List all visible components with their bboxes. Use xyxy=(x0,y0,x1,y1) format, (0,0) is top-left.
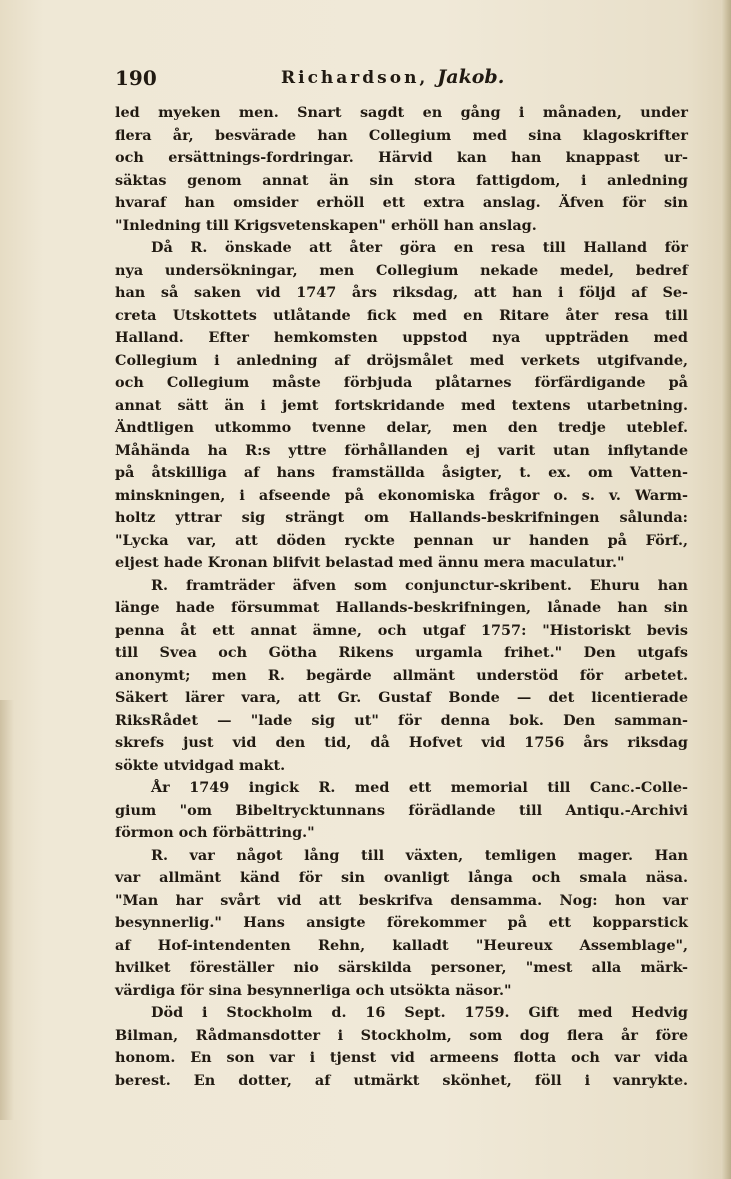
text-line: År 1749 ingick R. med ett memorial till Canc.-Colle- xyxy=(151,779,688,796)
text-line: "Man har svårt vid att beskrifva densamma. Nog: hon var xyxy=(115,891,688,909)
text-line: han så saken vid 1747 års riksdag, att han i följd af Se- xyxy=(115,284,688,301)
text-line: creta Utskottets utlåtande fick med en Ritare åter resa till xyxy=(115,306,688,324)
text-line: minskningen, i afseende på ekonomiska frågor o. s. v. Warm- xyxy=(115,486,688,504)
text-line: af Hof-intendenten Rehn, kalladt "Heureux Assemblage", xyxy=(115,936,688,954)
page-edge xyxy=(721,0,731,1179)
running-head-forename: Jakob. xyxy=(437,66,505,88)
text-line: anonymt; men R. begärde allmänt understöd för arbetet. xyxy=(115,666,688,684)
text-line: gium "om Bibeltrycktunnans förädlande till Antiqu.-Archivi xyxy=(115,801,688,819)
text-line: Bilman, Rådmansdotter i Stockholm, som dog flera år före xyxy=(115,1026,688,1044)
page-header xyxy=(115,66,685,94)
text-line: värdiga för sina besynnerliga och utsökta näsor." xyxy=(115,981,512,999)
text-line: till Svea och Götha Rikens urgamla frihet." Den utgafs xyxy=(115,644,688,661)
text-line: led myeken men. Snart sagdt en gång i månaden, under xyxy=(115,104,688,121)
text-line: RiksRådet — "lade sig ut" för denna bok. Den samman- xyxy=(115,711,688,729)
text-line: säktas genom annat än sin stora fattigdom, i anledning xyxy=(115,171,688,189)
text-line: holtz yttrar sig strängt om Hallands-beskrifningen sålunda: xyxy=(115,509,688,526)
text-line: "Inledning till Krigsvetenskapen" erhöll han anslag. xyxy=(115,216,537,234)
text-line: Halland. Efter hemkomsten uppstod nya uppträden med xyxy=(115,329,688,346)
page-number: 190 xyxy=(115,66,157,90)
text-line: länge hade försummat Hallands-beskrifningen, lånade han sin xyxy=(115,599,688,616)
text-line: annat sätt än i jemt fortskridande med textens utarbetning. xyxy=(115,396,688,414)
text-line: förmon och förbättring." xyxy=(115,824,315,841)
text-line: var allmänt känd för sin ovanligt långa och smala näsa. xyxy=(115,869,688,886)
text-line: och Collegium måste förbjuda plåtarnes förfärdigande på xyxy=(115,374,688,391)
text-line: besynnerlig." Hans ansigte förekommer på ett kopparstick xyxy=(115,914,688,931)
text-line: hvaraf han omsider erhöll ett extra anslag. Äfven för sin xyxy=(115,194,688,211)
page-gutter-shadow xyxy=(0,700,14,1120)
text-line: "Lycka var, att döden ryckte pennan ur handen på Förf., xyxy=(115,531,688,549)
text-line: Collegium i anledning af dröjsmålet med verkets utgifvande, xyxy=(115,351,688,369)
text-line: nya undersökningar, men Collegium nekade medel, bedref xyxy=(115,261,688,279)
body-text xyxy=(115,102,688,1092)
text-line: och ersättnings-fordringar. Härvid kan han knappast ur- xyxy=(115,149,688,166)
text-line: på åtskilliga af hans framställda åsigter, t. ex. om Vatten- xyxy=(115,464,688,481)
text-line: eljest hade Kronan blifvit belastad med ännu mera maculatur." xyxy=(115,554,625,571)
text-line: hvilket föreställer nio särskilda personer, "mest alla märk- xyxy=(115,959,688,976)
text-line: R. var något lång till växten, temligen mager. Han xyxy=(151,846,688,864)
text-line: Säkert lärer vara, att Gr. Gustaf Bonde — det licentierade xyxy=(115,689,688,706)
text-line: Ändtligen utkommo tvenne delar, men den tredje uteblef. xyxy=(115,419,688,436)
text-line: Då R. önskade att åter göra en resa till Halland för xyxy=(151,239,688,256)
text-line: penna åt ett annat ämne, och utgaf 1757: "Historiskt bevis xyxy=(115,621,688,639)
text-line: honom. En son var i tjenst vid armeens flotta och var vida xyxy=(115,1049,688,1066)
text-line: R. framträder äfven som conjunctur-skribent. Ehuru han xyxy=(151,576,688,594)
text-line: sökte utvidgad makt. xyxy=(115,756,286,774)
text-line: berest. En dotter, af utmärkt skönhet, föll i vanrykte. xyxy=(115,1071,688,1089)
text-line: Död i Stockholm d. 16 Sept. 1759. Gift med Hedvig xyxy=(151,1004,688,1021)
text-line: flera år, besvärade han Collegium med sina klagoskrifter xyxy=(115,126,688,144)
running-head-surname: Richardson, xyxy=(281,68,429,88)
text-line: Måhända ha R:s yttre förhållanden ej varit utan inflytande xyxy=(115,441,688,459)
running-head xyxy=(281,66,504,88)
text-line: skrefs just vid den tid, då Hofvet vid 1756 års riksdag xyxy=(115,734,688,751)
